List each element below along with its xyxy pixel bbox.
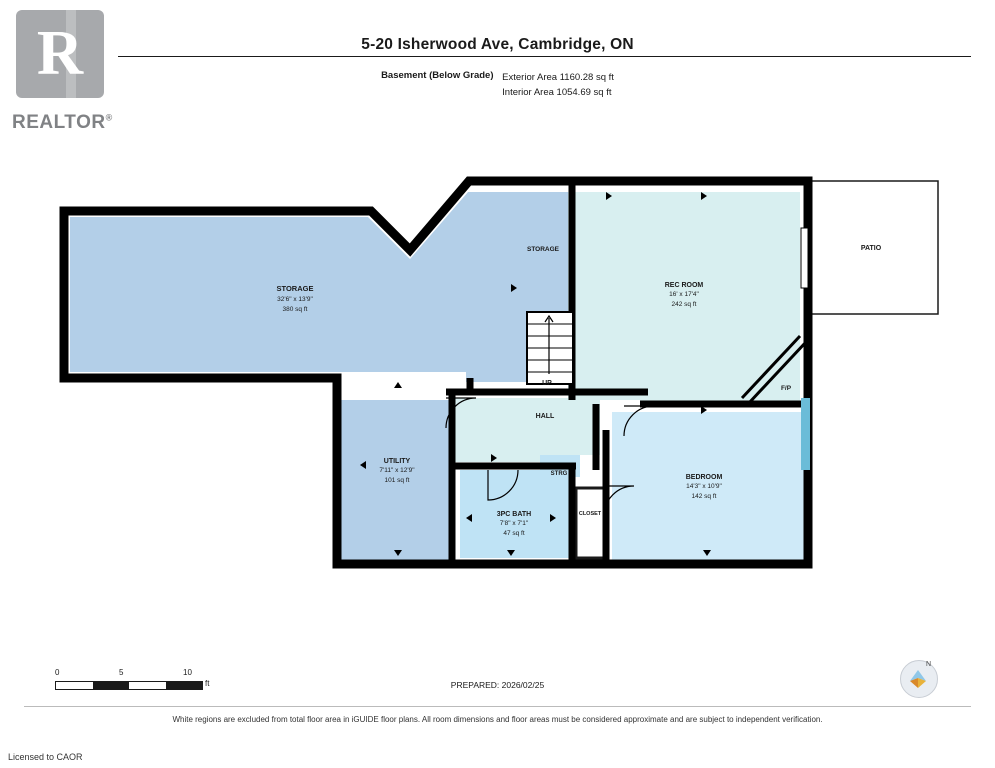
room-label-utility-dims: 7'11" x 12'9" — [379, 467, 415, 474]
room-label-storage-main-area: 380 sq ft — [282, 306, 308, 313]
room-label-patio: PATIO — [860, 245, 882, 252]
annotation-fireplace: F/P — [780, 385, 792, 392]
room-label-bath-name: 3PC BATH — [496, 511, 532, 518]
compass-rose — [900, 660, 936, 696]
room-label-rec-room-dims: 16' x 17'4" — [669, 291, 699, 298]
room-label-storage-main-name: STORAGE — [276, 284, 314, 293]
interior-area: Interior Area 1054.69 sq ft — [502, 87, 612, 99]
room-shape-closet — [576, 488, 606, 558]
prepared-date: PREPARED: 2026/02/25 — [450, 680, 545, 690]
annotation-stairs-up: UP — [542, 380, 552, 387]
licensed-to-text: Licensed to CAOR — [8, 752, 83, 762]
room-label-rec-room-name: REC ROOM — [664, 282, 704, 289]
exterior-area: Exterior Area 1160.28 sq ft — [502, 72, 614, 83]
scale-tick-0: 0 — [55, 668, 60, 677]
disclaimer-text: White regions are excluded from total floor area in iGUIDE floor plans. All room dimensions and floor areas must be considered approximate and are subject to independent verification. — [24, 706, 971, 724]
staircase — [527, 312, 573, 384]
scale-tick-5: 5 — [119, 668, 124, 677]
realtor-wordmark-text: REALTOR — [12, 112, 106, 133]
page-title: 5-20 Isherwood Ave, Cambridge, ON — [361, 36, 634, 53]
room-shape-hall — [450, 398, 600, 462]
window-right-1 — [801, 398, 810, 470]
realtor-logo-letter: R — [36, 16, 84, 88]
room-shape-storage-main — [70, 192, 568, 382]
room-label-bath-dims: 7'8" x 7'1" — [499, 520, 529, 527]
room-label-bedroom-dims: 14'3" x 10'9" — [686, 483, 722, 490]
realtor-registered-mark: ® — [105, 112, 113, 123]
room-label-rec-room-area: 242 sq ft — [671, 301, 697, 308]
door-patio — [801, 228, 808, 288]
room-label-bedroom-area: 142 sq ft — [691, 493, 717, 500]
room-label-closet: CLOSET — [578, 511, 602, 517]
compass-north-label: N — [926, 661, 932, 668]
room-label-hall: HALL — [535, 413, 555, 420]
room-label-bedroom-name: BEDROOM — [685, 474, 723, 481]
scale-tick-10: 10 — [183, 668, 192, 677]
room-label-bath-area: 47 sq ft — [503, 530, 525, 537]
room-label-storage-main-dims: 32'6" x 13'9" — [277, 296, 313, 303]
room-label-storage-small: STORAGE — [526, 246, 560, 253]
room-label-utility-name: UTILITY — [383, 458, 411, 465]
room-label-strg: STRG — [550, 471, 568, 477]
scale-unit: ft — [205, 679, 210, 688]
room-label-utility-area: 101 sq ft — [384, 477, 410, 484]
level-label: Basement (Below Grade) — [381, 70, 494, 81]
